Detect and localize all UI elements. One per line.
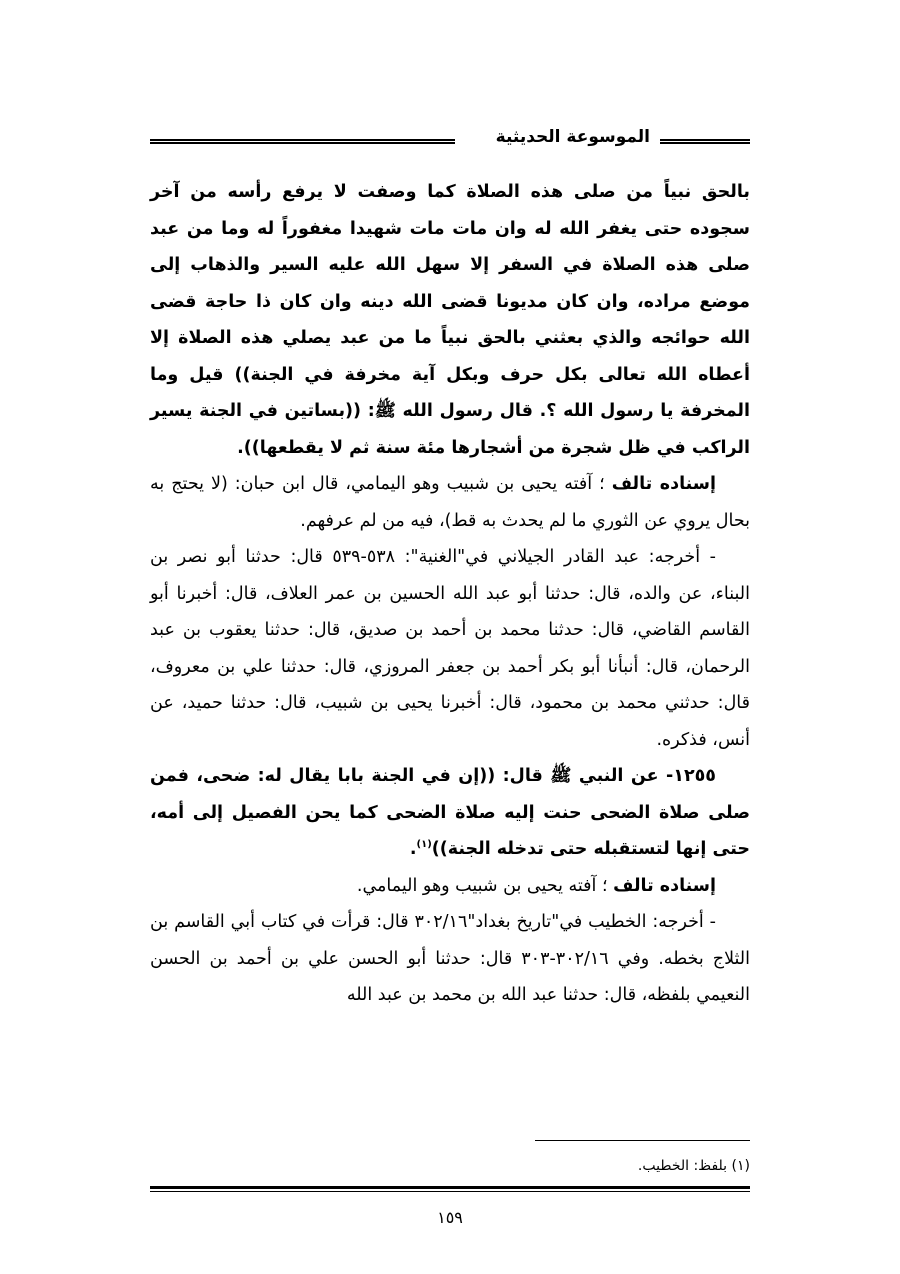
header-title: الموسوعة الحديثية	[495, 127, 650, 147]
takhrij-paragraph-2: - أخرجه: الخطيب في"تاريخ بغداد"٣٠٢/١٦ قال: قرأت في كتاب أبي القاسم بن الثلاج بخطه. وفي ٣٠٢/١٦-٣٠٣ قال: حدثنا أبو الحسن علي بن أحمد بن الحسن النعيمي بلفظه، قال: حدثنا عبد الله بن محمد بن عبد الله	[150, 912, 751, 1005]
footer-rule	[150, 1186, 750, 1192]
footnote-reference[interactable]: (١)	[416, 839, 432, 851]
grading-text-2: ؛ آفته يحيى بن شبيب وهو اليمامي.	[356, 875, 608, 896]
footnote-divider	[535, 1140, 750, 1141]
grading-label: إسناده تالف	[611, 474, 716, 494]
grading-text: ؛ آفته يحيى بن شبيب وهو اليمامي، قال ابن حبان: (لا يحتج به بحال يروي عن الثوري ما لم يحدث به قط)، فيه من لم عرفهم.	[150, 474, 750, 531]
main-text	[150, 174, 750, 1014]
hadith-1255-end: .	[409, 839, 417, 859]
takhrij-paragraph: - أخرجه: عبد القادر الجيلاني في"الغنية": ٥٣٨-٥٣٩ قال: حدثنا أبو نصر بن البناء، عن والده، قال: حدثنا أبو عبد الله الحسين بن عمر العلاف، قال: أخبرنا أبو القاسم القاضي، قال: حدثنا محمد بن أحمد بن صديق، قال: حدثنا يعقوب بن عبد الرحمان، قال: أنبأنا أبو بكر أحمد بن جعفر المروزي، قال: حدثنا علي بن معروف، قال: حدثني محمد بن محمود، قال: أخبرنا يحيى بن شبيب، قال: حدثنا حميد، عن أنس، فذكره.	[150, 547, 750, 750]
header-rule-left	[150, 139, 455, 144]
isnad-grading-2	[150, 868, 750, 905]
hadith-1255	[150, 758, 750, 868]
grading-label-2: إسناده تالف	[613, 875, 716, 896]
page-number: ١٥٩	[437, 1208, 463, 1227]
running-header	[150, 126, 750, 156]
isnad-grading	[150, 466, 750, 539]
header-rule-right	[660, 139, 750, 144]
hadith-1255-text: ١٢٥٥- عن النبي ﷺ قال: ((إن في الجنة بابا يقال له: ضحى، فمن صلى صلاة الضحى حنت إليه صلاة الضحى كما يحن الفصيل إلى أمه، حتى إنها لتستقبله حتى تدخله الجنة))	[150, 766, 750, 859]
hadith-text-continued: بالحق نبياً من صلى هذه الصلاة كما وصفت لا يرفع رأسه من آخر سجوده حتى يغفر الله له وان مات مات شهيدا مغفوراً له وما من عبد صلى هذه الصلاة في السفر إلا سهل الله عليه السير والذهاب إلى موضع مراده، وان كان مديونا قضى الله دينه وان كان ذا حاجة قضى الله حوائجه والذي بعثني بالحق نبياً ما من عبد يصلي هذه الصلاة إلا أعطاه الله تعالى بكل حرف وبكل آية مخرفة في الجنة)) قيل وما المخرفة يا رسول الله ؟. قال رسول الله ﷺ: ((بساتين في الجنة يسير الراكب في ظل شجرة من أشجارها مئة سنة ثم لا يقطعها)).	[150, 182, 750, 458]
book-page	[150, 0, 750, 1274]
footnote: (١) بلفظ: الخطيب.	[637, 1158, 750, 1174]
